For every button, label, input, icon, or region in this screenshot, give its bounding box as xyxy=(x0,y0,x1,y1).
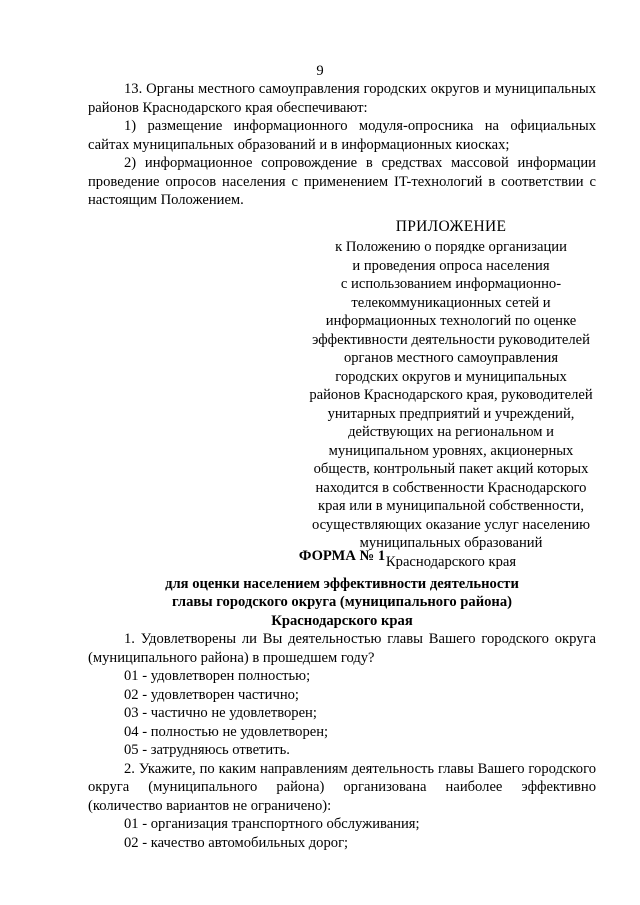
appendix-line: действующих на региональном и xyxy=(348,424,554,440)
form-subtitle-line: для оценки населением эффективности деятельности xyxy=(165,575,519,592)
appendix-line: городских округов и муниципальных xyxy=(335,368,567,385)
appendix-line: муниципальных образований xyxy=(359,535,543,551)
appendix-line: к Положению о порядке организации xyxy=(335,239,567,255)
appendix-line: информационных технологий по оценке xyxy=(325,313,577,329)
question-1-option: 01 - удовлетворен полностью; xyxy=(124,668,311,684)
appendix-line: находится в собственности Краснодарского xyxy=(315,479,587,496)
paragraph-13-item-2: 2) информационное сопровождение в средствах массовой информации проведение опросов населения с применением IT-технологий в соответствии с настоящим Положением. xyxy=(88,155,596,208)
question-1-option: 04 - полностью не удовлетворен; xyxy=(124,723,329,740)
form-heading xyxy=(88,547,596,630)
appendix-line: и проведения опроса населения xyxy=(352,257,550,274)
appendix-line: телекоммуникационных сетей и xyxy=(351,294,551,311)
appendix-line: Краснодарского края xyxy=(385,553,517,570)
question-1: 1. Удовлетворены ли Вы деятельностью главы Вашего городского округа (муниципального района) в прошедшем году? xyxy=(88,631,596,666)
appendix-line: края или в муниципальной собственности, xyxy=(318,498,584,514)
appendix-line: с использованием информационно- xyxy=(340,276,562,292)
questionnaire xyxy=(88,630,596,852)
question-2-option: 01 - организация транспортного обслуживания; xyxy=(124,816,420,832)
appendix-line: органов местного самоуправления xyxy=(343,350,559,366)
form-subtitle-line: Краснодарского края xyxy=(271,612,413,629)
page-number: 9 xyxy=(316,63,324,79)
appendix-line: муниципальном уровнях, акционерных xyxy=(328,442,574,459)
appendix-title: ПРИЛОЖЕНИЕ xyxy=(395,218,507,235)
appendix-line: осуществляющих оказание услуг населению xyxy=(311,516,591,533)
paragraph-13: 13. Органы местного самоуправления городских округов и муниципальных районов Краснодарского края обеспечивают: xyxy=(88,81,596,116)
appendix-line: унитарных предприятий и учреждений, xyxy=(327,405,575,422)
appendix-line: обществ, контрольный пакет акций которых xyxy=(313,461,589,477)
question-1-option: 05 - затрудняюсь ответить. xyxy=(124,742,290,758)
appendix-line: эффективности деятельности руководителей xyxy=(312,331,590,348)
form-title: ФОРМА № 1 xyxy=(298,548,386,564)
appendix-header xyxy=(296,216,606,571)
appendix-line: районов Краснодарского края, руководителей xyxy=(309,387,593,403)
question-2-option: 02 - качество автомобильных дорог; xyxy=(124,834,349,851)
question-1-option: 03 - частично не удовлетворен; xyxy=(124,705,317,721)
question-1-option: 02 - удовлетворен частично; xyxy=(124,686,299,703)
question-2: 2. Укажите, по каким направлениям деятельность главы Вашего городского округа (муниципального района) организована наиболее эффективно (количество вариантов не ограничено): xyxy=(88,760,596,814)
section-13 xyxy=(88,80,596,210)
form-subtitle-line: главы городского округа (муниципального района) xyxy=(172,594,512,610)
paragraph-13-item-1: 1) размещение информационного модуля-опросника на официальных сайтах муниципальных образований и в информационных киосках; xyxy=(88,118,596,153)
